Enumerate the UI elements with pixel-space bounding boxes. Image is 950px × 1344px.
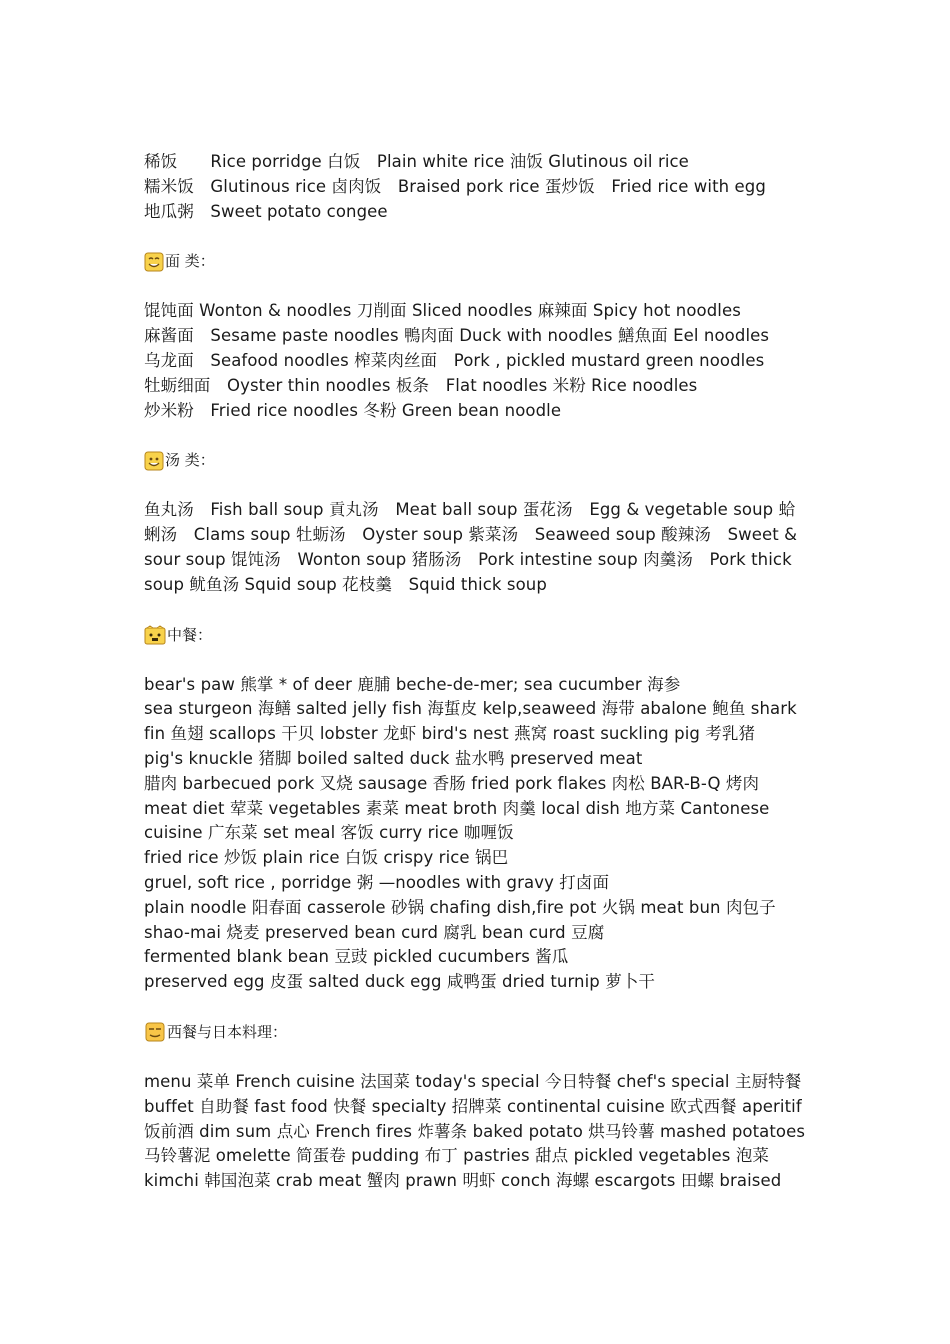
text-line: sea sturgeon 海鳝 salted jelly fish 海蜇皮 kelp,seaweed 海带 abalone 鲍鱼 shark [144,699,797,719]
text-line: pig's knuckle 猪脚 boiled salted duck 盐水鸭 preserved meat [144,748,643,768]
western-japanese-section [144,1070,814,1194]
text-line: 乌龙面 Seafood noodles 榨菜肉丝面 Pork , pickled mustard green noodles [144,350,765,370]
text-line: menu 菜单 French cuisine 法国菜 today's special 今日特餐 chef's special 主厨特餐 [144,1071,802,1091]
text-line: gruel, soft rice , porridge 粥 —noodles with gravy 打卤面 [144,872,610,892]
text-line: kimchi 韩国泡菜 crab meat 蟹肉 prawn 明虾 conch 海螺 escargots 田螺 braised [144,1171,782,1191]
text-line: 糯米饭 Glutinous rice 卤肉饭 Braised pork rice 蛋炒饭 Fried rice with egg [144,176,766,196]
text-line: 牡蛎细面 Oyster thin noodles 板条 Flat noodles 米粉 Rice noodles [144,375,698,395]
text-line: fermented blank bean 豆豉 pickled cucumbers 酱瓜 [144,947,569,967]
smiley-face-icon [144,451,164,471]
text-line: fin 鱼翅 scallops 干贝 lobster 龙虾 bird's nest 燕窝 roast suckling pig 考乳猪 [144,724,756,744]
soup-section [144,498,814,597]
text-line: plain noodle 阳春面 casserole 砂锅 chafing dish,fire pot 火锅 meat bun 肉包子 [144,897,776,917]
text-line: 稀饭 Rice porridge 白饭 Plain white rice 油饭 Glutinous oil rice [144,152,689,171]
text-line: 饭前酒 dim sum 点心 French fires 炸薯条 baked potato 烘马铃薯 mashed potatoes [144,1121,806,1141]
text-line: 腊肉 barbecued pork 叉烧 sausage 香肠 fried pork flakes 肉松 BAR-B-Q 烤肉 [144,773,760,793]
noodles-heading [144,249,814,274]
text-line: meat diet 荤菜 vegetables 素菜 meat broth 肉羹 local dish 地方菜 Cantonese [144,798,770,818]
text-line: buffet 自助餐 fast food 快餐 specialty 招牌菜 continental cuisine 欧式西餐 aperitif [144,1096,802,1116]
text-line: soup 鱿鱼汤 Squid soup 花枝羹 Squid thick soup [144,574,547,594]
emoticon-icon [144,625,166,645]
section-title: 汤 类： [165,451,215,470]
section-title: 西餐与日本料理： [167,1023,288,1042]
chinese-food-heading [144,623,814,648]
text-line: 地瓜粥 Sweet potato congee [144,201,388,221]
chinese-food-section [144,673,814,995]
text-line: 馄饨面 Wonton & noodles 刀削面 Sliced noodles 麻辣面 Spicy hot noodles [144,301,741,321]
soup-heading [144,448,814,473]
text-line: preserved egg 皮蛋 salted duck egg 咸鸭蛋 dried turnip 萝卜干 [144,972,656,992]
emoticon-icon [144,1022,166,1042]
section-title: 面 类： [165,252,215,271]
text-line: 蜊汤 Clams soup 牡蛎汤 Oyster soup 紫菜汤 Seaweed soup 酸辣汤 Sweet & [144,525,798,545]
rice-section [144,150,814,224]
text-line: 马铃薯泥 omelette 简蛋卷 pudding 布丁 pastries 甜点 pickled vegetables 泡菜 [144,1146,770,1166]
text-line: bear's paw 熊掌 * of deer 鹿脯 beche-de-mer; sea cucumber 海参 [144,674,681,694]
text-line: sour soup 馄饨汤 Wonton soup 猪肠汤 Pork intestine soup 肉羹汤 Pork thick [144,549,792,569]
text-line: 炒米粉 Fried rice noodles 冬粉 Green bean noodle [144,400,562,420]
document-body [144,150,814,1194]
text-line: shao-mai 烧麦 preserved bean curd 腐乳 bean curd 豆腐 [144,922,605,942]
smiley-face-icon [144,252,164,272]
text-line: 鱼丸汤 Fish ball soup 貢丸汤 Meat ball soup 蛋花汤 Egg & vegetable soup 蛤 [144,500,796,520]
noodles-section [144,299,814,423]
section-title: 中餐： [167,625,213,644]
text-line: cuisine 广东菜 set meal 客饭 curry rice 咖喱饭 [144,823,514,843]
western-japanese-heading [144,1020,814,1045]
text-line: 麻酱面 Sesame paste noodles 鴨肉面 Duck with noodles 鱔魚面 Eel noodles [144,326,770,346]
text-line: fried rice 炒饭 plain rice 白饭 crispy rice 锅巴 [144,848,509,868]
